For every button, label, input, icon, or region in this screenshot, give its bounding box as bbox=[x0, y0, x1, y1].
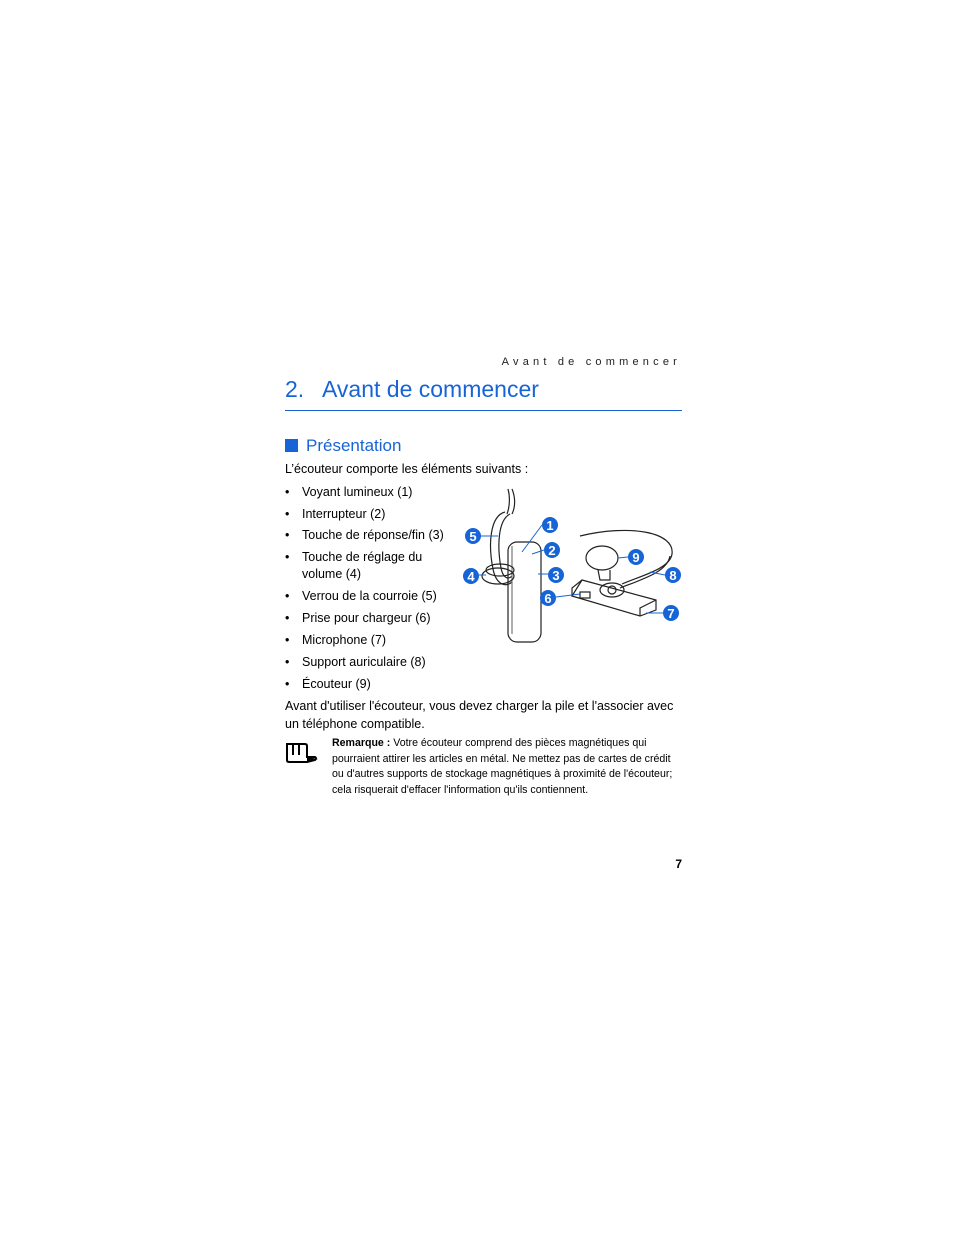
note-body: Votre écouteur comprend des pièces magnétiques qui pourraient attirer les articles en métal. Ne mettez pas de cartes de crédit ou d'autres supports de stockage magnétiques à proximité de l'écouteur; cela risquerait d'effacer l'information qu'ils contiennent. bbox=[332, 737, 673, 796]
lanyard-strap bbox=[512, 489, 515, 514]
svg-text:9: 9 bbox=[632, 550, 640, 565]
list-item-text: Voyant lumineux (1) bbox=[302, 485, 413, 499]
bullet-marker: • bbox=[285, 550, 290, 564]
callout-9-badge bbox=[628, 549, 644, 565]
bullet-marker: • bbox=[285, 655, 290, 669]
chapter-title bbox=[285, 376, 682, 411]
chapter-title-text: Avant de commencer bbox=[322, 376, 539, 402]
list-item-text: Microphone (7) bbox=[302, 633, 387, 647]
callout-4-badge bbox=[463, 568, 479, 584]
note-text bbox=[332, 736, 684, 798]
running-header: Avant de commencer bbox=[501, 356, 681, 368]
callout-1-badge bbox=[542, 517, 558, 533]
bullet-marker: • bbox=[285, 589, 290, 603]
svg-text:7: 7 bbox=[667, 606, 675, 621]
headset-body bbox=[508, 542, 541, 642]
note-label: Remarque : bbox=[332, 737, 391, 749]
callout-2-badge bbox=[544, 542, 560, 558]
svg-text:8: 8 bbox=[669, 568, 677, 583]
instruction-paragraph: Avant d'utiliser l'écouteur, vous devez charger la pile et l'associer avec un téléphone compatible. bbox=[285, 699, 674, 731]
bullet-marker: • bbox=[285, 611, 290, 625]
list-item-text: Prise pour chargeur (6) bbox=[302, 611, 431, 625]
svg-text:1: 1 bbox=[546, 518, 554, 533]
bullet-marker: • bbox=[285, 485, 290, 499]
callout-8-badge bbox=[665, 567, 681, 583]
list-item-text: Interrupteur (2) bbox=[302, 507, 386, 521]
list-item-text: Touche de réponse/fin (3) bbox=[302, 528, 444, 542]
section-square-icon bbox=[285, 439, 298, 452]
bullet-marker: • bbox=[285, 528, 290, 542]
callout-5-badge bbox=[465, 528, 481, 544]
svg-text:2: 2 bbox=[548, 543, 556, 558]
chapter-number: 2. bbox=[285, 376, 305, 402]
svg-text:4: 4 bbox=[467, 569, 475, 584]
callout-3-badge bbox=[548, 567, 564, 583]
callout-6-badge bbox=[540, 590, 556, 606]
list-item-text: Écouteur (9) bbox=[302, 677, 371, 691]
bullet-marker: • bbox=[285, 507, 290, 521]
list-item-text: Support auriculaire (8) bbox=[302, 655, 426, 669]
page-number: 7 bbox=[675, 857, 682, 871]
svg-text:5: 5 bbox=[469, 529, 477, 544]
list-item-text: Touche de réglage du bbox=[302, 550, 423, 564]
headset-illustration bbox=[460, 484, 685, 649]
earpiece bbox=[586, 546, 618, 570]
section-title bbox=[285, 436, 401, 456]
svg-text:3: 3 bbox=[552, 568, 560, 583]
list-item-text: volume (4) bbox=[302, 567, 362, 581]
intro-text: L’écouteur comporte les éléments suivants : bbox=[285, 462, 529, 476]
list-item-text: Verrou de la courroie (5) bbox=[302, 589, 437, 603]
note-hand-icon bbox=[285, 741, 319, 765]
bullet-marker: • bbox=[285, 677, 290, 691]
bullet-marker: • bbox=[285, 633, 290, 647]
section-title-text: Présentation bbox=[306, 436, 402, 455]
callout-7-badge bbox=[663, 605, 679, 621]
svg-text:6: 6 bbox=[544, 591, 552, 606]
